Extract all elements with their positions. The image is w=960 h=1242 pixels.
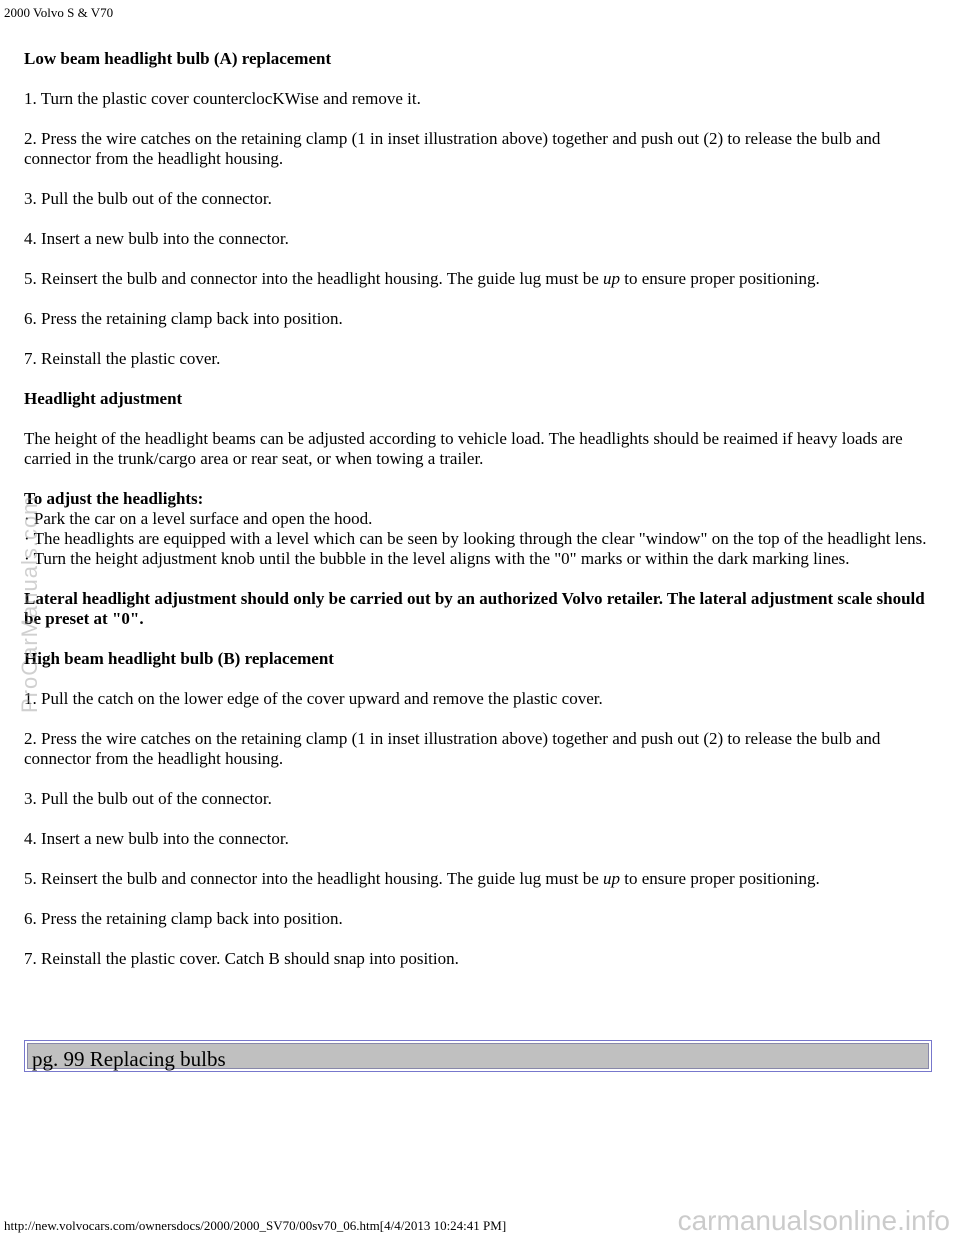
side-watermark: ProCarManuals.com bbox=[17, 495, 42, 713]
low-step-5 bbox=[24, 269, 942, 289]
document-footer-url: http://new.volvocars.com/ownersdocs/2000/2000_SV70/00sv70_06.htm[4/4/2013 10:24:41 PM] bbox=[4, 1218, 507, 1233]
low-step-3: 3. Pull the bulb out of the connector. bbox=[24, 189, 272, 208]
low-step-6: 6. Press the retaining clamp back into position. bbox=[24, 309, 343, 328]
adjustment-heading: Headlight adjustment bbox=[24, 389, 183, 408]
adjustment-intro: The height of the headlight beams can be adjusted according to vehicle load. The headlights should be reaimed if heavy loads are carried in the trunk/cargo area or rear seat, or when towing a trailer. bbox=[24, 429, 903, 468]
low-step-5-emphasis: up bbox=[603, 269, 620, 288]
low-step-7: 7. Reinstall the plastic cover. bbox=[24, 349, 221, 368]
high-step-5 bbox=[24, 869, 942, 889]
page-reference-inner bbox=[27, 1043, 929, 1069]
high-step-2: 2. Press the wire catches on the retaining clamp (1 in inset illustration above) together and push out (2) to release the bulb and connector from the headlight housing. bbox=[24, 729, 881, 768]
high-step-5-pre: 5. Reinsert the bulb and connector into the headlight housing. The guide lug must be bbox=[24, 869, 603, 888]
low-beam-heading: Low beam headlight bulb (A) replacement bbox=[24, 49, 332, 68]
page-reference-label: pg. 99 Replacing bulbs bbox=[32, 1047, 226, 1071]
brand-watermark: carmanualsonline.info bbox=[677, 1205, 950, 1236]
high-step-6: 6. Press the retaining clamp back into position. bbox=[24, 909, 343, 928]
low-step-1: 1. Turn the plastic cover counterclocKWise and remove it. bbox=[24, 89, 421, 108]
page-reference-box bbox=[24, 1040, 932, 1072]
high-step-5-post: to ensure proper positioning. bbox=[620, 869, 820, 888]
high-step-4: 4. Insert a new bulb into the connector. bbox=[24, 829, 289, 848]
adjust-subheading: To adjust the headlights: bbox=[24, 489, 204, 508]
adjust-bullet-2: · The headlights are equipped with a level which can be seen by looking through the clear "window" on the top of the headlight lens. bbox=[24, 529, 927, 548]
low-step-5-post: to ensure proper positioning. bbox=[620, 269, 820, 288]
high-step-5-emphasis: up bbox=[603, 869, 620, 888]
main-content bbox=[24, 49, 942, 989]
adjust-bullet-3: · Turn the height adjustment knob until the bubble in the level aligns with the "0" marks or within the dark marking lines. bbox=[24, 549, 850, 568]
low-step-2: 2. Press the wire catches on the retaining clamp (1 in inset illustration above) together and push out (2) to release the bulb and connector from the headlight housing. bbox=[24, 129, 881, 168]
high-step-7: 7. Reinstall the plastic cover. Catch B should snap into position. bbox=[24, 949, 459, 968]
document-header: 2000 Volvo S & V70 bbox=[4, 5, 114, 20]
low-step-5-pre: 5. Reinsert the bulb and connector into the headlight housing. The guide lug must be bbox=[24, 269, 603, 288]
high-step-3: 3. Pull the bulb out of the connector. bbox=[24, 789, 272, 808]
low-step-4: 4. Insert a new bulb into the connector. bbox=[24, 229, 289, 248]
adjust-bullet-1: · Park the car on a level surface and open the hood. bbox=[24, 509, 373, 528]
high-step-1: 1. Pull the catch on the lower edge of the cover upward and remove the plastic cover. bbox=[24, 689, 603, 708]
lateral-adjustment-note: Lateral headlight adjustment should only be carried out by an authorized Volvo retailer. The lateral adjustment scale should be preset at "0". bbox=[24, 589, 925, 628]
high-beam-heading: High beam headlight bulb (B) replacement bbox=[24, 649, 334, 668]
